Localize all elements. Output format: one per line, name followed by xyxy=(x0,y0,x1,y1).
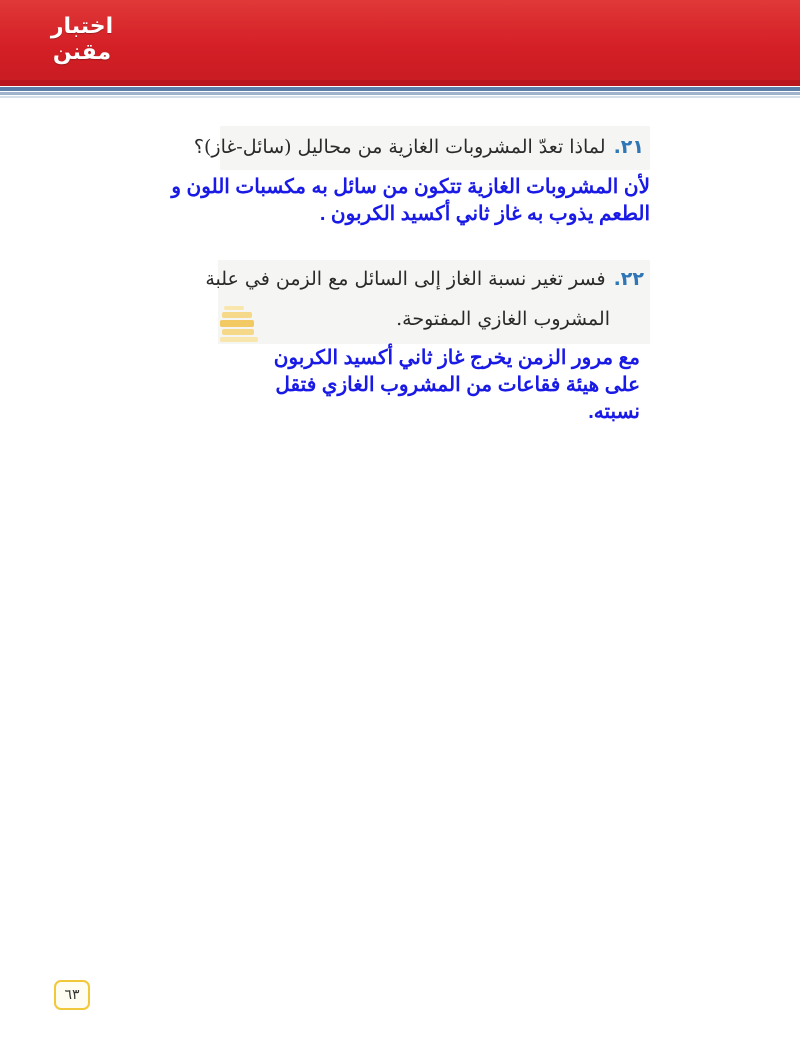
answer-line: على هيئة فقاعات من المشروب الغازي فتقل xyxy=(275,374,640,396)
header-banner xyxy=(0,0,800,86)
header-divider xyxy=(0,96,800,98)
answer-line: الطعم يذوب به غاز ثاني أكسيد الكربون . xyxy=(319,203,650,225)
badge-line-1: اختبار xyxy=(50,14,114,39)
question-21 xyxy=(193,126,650,170)
question-22 xyxy=(205,260,650,344)
section-badge xyxy=(50,14,114,66)
answer-line: لأن المشروبات الغازية تتكون من سائل به مكسبات اللون و xyxy=(171,176,650,198)
book-icon xyxy=(220,298,260,344)
page-number: ٦٣ xyxy=(54,980,90,1010)
question-number: ٢٢. xyxy=(613,268,644,290)
answer-line: مع مرور الزمن يخرج غاز ثاني أكسيد الكربون xyxy=(273,347,640,369)
badge-line-2: مقنن xyxy=(52,40,112,65)
answer-22 xyxy=(240,345,640,426)
header-shadow-stripe xyxy=(0,80,800,86)
answer-21 xyxy=(170,174,650,228)
question-text: فسر تغير نسبة الغاز إلى السائل مع الزمن في علبة xyxy=(205,268,606,290)
question-number: ٢١. xyxy=(613,136,644,158)
header-divider xyxy=(0,87,800,91)
question-text-line-2: المشروب الغازي المفتوحة. xyxy=(396,308,610,330)
header-divider xyxy=(0,92,800,95)
question-text: لماذا تعدّ المشروبات الغازية من محاليل (سائل-غاز)؟ xyxy=(193,136,606,158)
answer-line: نسبته. xyxy=(588,401,640,423)
